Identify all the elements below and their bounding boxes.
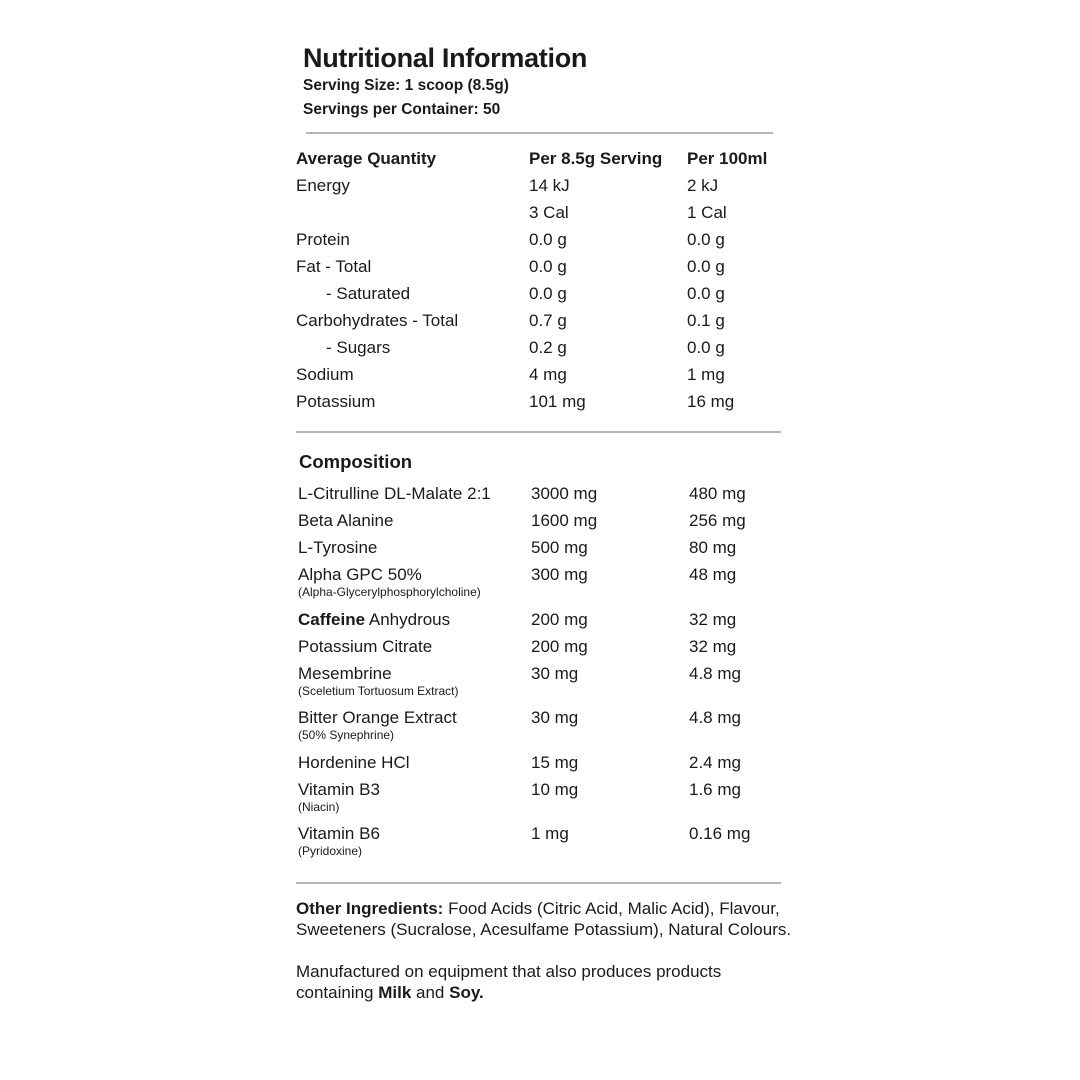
ingredient-subtitle: (50% Synephrine)	[298, 728, 395, 742]
ingredient-name: Bitter Orange Extract	[298, 708, 457, 727]
table-row	[296, 484, 789, 511]
ingredient-per100: 80 mg	[689, 538, 737, 557]
table-row	[296, 538, 789, 565]
servings-per-container: Servings per Container: 50	[303, 101, 501, 118]
ingredient-serving: 1 mg	[531, 824, 569, 843]
ingredient-cell	[296, 565, 531, 610]
ingredient-serving: 30 mg	[531, 708, 579, 727]
ingredient-per100: 2.4 mg	[689, 752, 741, 772]
ingredient-per100: 256 mg	[689, 511, 746, 530]
ingredient-serving: 15 mg	[531, 752, 579, 772]
nutrient-per100: 1 Cal	[687, 203, 727, 222]
divider	[306, 132, 773, 134]
nutrient-serving: 3 Cal	[529, 203, 569, 222]
nutrition-header-row	[296, 148, 787, 175]
nutrient-per100: 0.0 g	[687, 284, 725, 303]
nutrient-serving: 14 kJ	[529, 176, 570, 195]
nutrient-label: Energy	[296, 176, 350, 195]
ingredient-name: Vitamin B3	[298, 779, 380, 799]
ingredient-serving: 3000 mg	[531, 484, 598, 503]
nutrient-label: Protein	[296, 230, 350, 249]
table-row	[296, 565, 789, 610]
ingredient-serving: 200 mg	[531, 609, 588, 629]
table-row	[296, 337, 787, 364]
page-title: Nutritional Information	[303, 43, 588, 73]
ingredient-per100: 48 mg	[689, 565, 737, 584]
nutrient-serving: 101 mg	[529, 392, 586, 411]
ingredient-name: L-Tyrosine	[298, 538, 378, 557]
nutrition-panel	[296, 40, 796, 1004]
ingredient-name: Vitamin B6	[298, 824, 380, 843]
ingredient-name: Hordenine HCl	[298, 752, 410, 772]
nutrient-per100: 0.0 g	[687, 230, 725, 249]
ingredient-cell	[296, 708, 531, 753]
table-row	[296, 708, 789, 753]
nutrient-per100: 0.1 g	[687, 311, 725, 330]
ingredient-cell	[296, 780, 531, 825]
ingredient-name: L-Citrulline DL-Malate 2:1	[298, 484, 491, 503]
nutrient-label: Carbohydrates - Total	[296, 311, 459, 330]
ingredient-subtitle: (Niacin)	[298, 799, 340, 814]
ingredient-cell	[296, 664, 531, 709]
nutrient-per100: 2 kJ	[687, 176, 719, 195]
allergen-statement	[296, 961, 796, 1004]
ingredient-subtitle: (Sceletium Tortuosum Extract)	[298, 683, 459, 698]
ingredient-serving: 200 mg	[531, 636, 588, 656]
allergen-and: and	[411, 983, 450, 1002]
table-row	[296, 780, 789, 825]
ingredient-per100: 480 mg	[689, 484, 746, 503]
ingredient-subtitle: (Alpha-Glycerylphosphorylcholine)	[298, 585, 481, 599]
table-row	[296, 229, 787, 256]
serving-size: Serving Size: 1 scoop (8.5g)	[303, 77, 509, 94]
divider	[296, 882, 781, 884]
nutrient-label: - Sugars	[326, 338, 391, 357]
ingredient-cell	[296, 824, 531, 869]
composition-table	[296, 484, 789, 869]
ingredient-name-bold: Caffeine	[298, 609, 366, 629]
ingredient-serving: 500 mg	[531, 538, 588, 557]
ingredient-serving: 30 mg	[531, 663, 579, 683]
nutrient-per100: 16 mg	[687, 392, 735, 411]
ingredient-per100: 32 mg	[689, 609, 737, 629]
other-ingredients-label: Other Ingredients:	[296, 898, 444, 918]
table-row	[296, 175, 787, 202]
table-row	[296, 202, 787, 229]
ingredient-serving: 300 mg	[531, 565, 588, 584]
nutrient-per100: 0.0 g	[687, 338, 725, 357]
table-row	[296, 824, 789, 869]
header-per-serving: Per 8.5g Serving	[529, 149, 663, 168]
composition-title: Composition	[299, 451, 413, 472]
nutrient-serving: 0.0 g	[529, 284, 567, 303]
nutrition-table	[296, 148, 787, 418]
nutrient-serving: 0.0 g	[529, 257, 567, 276]
nutrient-per100: 0.0 g	[687, 257, 725, 276]
divider	[296, 431, 781, 433]
allergen-soy: Soy.	[449, 983, 484, 1002]
ingredient-name: Beta Alanine	[298, 511, 394, 530]
table-row	[296, 753, 789, 780]
table-row	[296, 391, 787, 418]
ingredient-per100: 1.6 mg	[689, 779, 741, 799]
allergen-prefix: Manufactured on equipment that also produces products containing	[296, 961, 722, 1002]
nutrient-label: Potassium	[296, 392, 376, 411]
table-row	[296, 664, 789, 709]
ingredient-cell	[296, 610, 531, 637]
table-row	[296, 256, 787, 283]
nutrient-per100: 1 mg	[687, 365, 725, 384]
other-ingredients-text: Food Acids (Citric Acid, Malic Acid), Flavour, Sweeteners (Sucralose, Acesulfame Potassium), Natural Colours.	[296, 898, 792, 939]
table-row	[296, 511, 789, 538]
ingredient-name: Alpha GPC 50%	[298, 565, 422, 584]
nutrient-label: - Saturated	[326, 284, 411, 303]
ingredient-name: Anhydrous	[365, 609, 451, 629]
allergen-milk: Milk	[378, 983, 412, 1002]
nutrient-label: Fat - Total	[296, 257, 372, 276]
ingredient-per100: 4.8 mg	[689, 708, 741, 727]
ingredient-serving: 1600 mg	[531, 511, 598, 530]
other-ingredients	[296, 898, 796, 941]
ingredient-name: Potassium Citrate	[298, 636, 433, 656]
table-row	[296, 610, 789, 637]
nutrient-label	[296, 202, 529, 229]
header-per-100ml: Per 100ml	[687, 149, 768, 168]
table-row	[296, 637, 789, 664]
table-row	[296, 364, 787, 391]
ingredient-subtitle: (Pyridoxine)	[298, 844, 363, 858]
table-row	[296, 310, 787, 337]
nutrient-serving: 4 mg	[529, 365, 567, 384]
ingredient-name: Mesembrine	[298, 663, 392, 683]
table-row	[296, 283, 787, 310]
nutrient-label: Sodium	[296, 365, 354, 384]
nutrient-serving: 0.2 g	[529, 338, 567, 357]
ingredient-serving: 10 mg	[531, 779, 579, 799]
header-average-quantity: Average Quantity	[296, 149, 437, 168]
ingredient-per100: 32 mg	[689, 636, 737, 656]
ingredient-per100: 0.16 mg	[689, 824, 751, 843]
ingredient-per100: 4.8 mg	[689, 663, 741, 683]
nutrient-serving: 0.7 g	[529, 311, 567, 330]
nutrient-serving: 0.0 g	[529, 230, 567, 249]
